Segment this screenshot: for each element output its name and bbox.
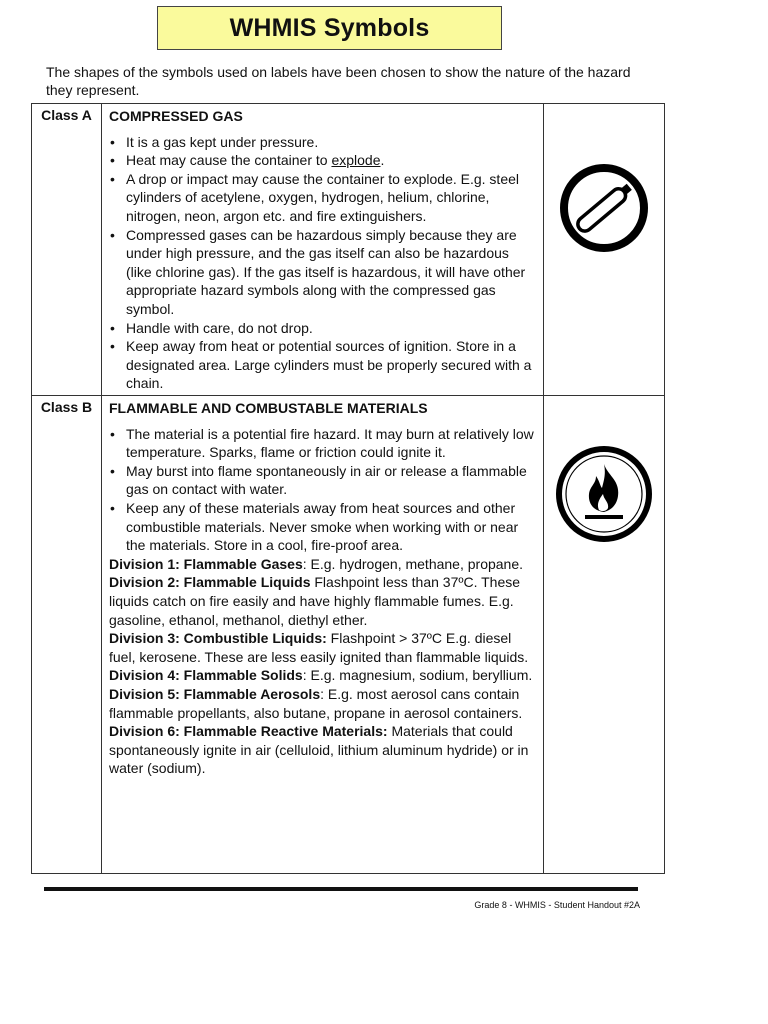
division-name: Division 5: Flammable Aerosols <box>109 685 321 702</box>
class-a-heading: COMPRESSED GAS <box>109 108 243 124</box>
footer-text: Grade 8 - WHMIS - Student Handout #2A <box>474 900 640 910</box>
gas-cylinder-icon <box>558 162 650 254</box>
list-item: • A drop or impact may cause the container to explode. E.g. steel cylinders of acetylene, oxygen, hydrogen, helium, chlorine, nitrogen, neon, argon etc. and fire extinguishers. <box>109 170 537 226</box>
class-b-bullets <box>109 425 537 555</box>
table-row-class-b <box>32 396 665 874</box>
division-4 <box>109 666 537 685</box>
list-item: • May burst into flame spontaneously in air or release a flammable gas on contact with water. <box>109 462 537 499</box>
division-text: Flashpoint less than 37ºC. These liquids catch on fire easily and have highly flammable fumes. E.g. gasoline, ethanol, methanol, diethyl ether. <box>109 574 521 628</box>
division-name: Division 6: Flammable Reactive Materials: <box>109 723 388 740</box>
class-b-content <box>102 396 544 874</box>
page-title: WHMIS Symbols <box>157 6 502 50</box>
underlined-word: explode <box>331 152 381 169</box>
division-name: Division 4: Flammable Solids <box>109 667 303 684</box>
division-5 <box>109 685 537 722</box>
list-item: • It is a gas kept under pressure. <box>109 133 537 152</box>
class-a-symbol-cell <box>544 104 665 396</box>
list-item: • Handle with care, do not drop. <box>109 319 537 338</box>
class-a-bullets <box>109 133 537 393</box>
division-text: : E.g. most aerosol cans contain flammable propellants, also butane, propane in aerosol containers. <box>109 685 523 721</box>
list-item <box>109 151 537 170</box>
intro-text: The shapes of the symbols used on labels have been chosen to show the nature of the hazard they represent. <box>46 64 631 98</box>
division-text: : E.g. hydrogen, methane, propane. <box>302 555 524 572</box>
bullet-text: Heat may cause the container to <box>126 152 332 169</box>
class-b-heading: FLAMMABLE AND COMBUSTABLE MATERIALS <box>109 400 428 416</box>
class-b-symbol-cell <box>544 396 665 874</box>
division-1 <box>109 555 537 574</box>
division-name: Division 2: Flammable Liquids <box>109 574 311 591</box>
division-text: Materials that could spontaneously ignite in air (celluloid, lithium aluminum hydride) or in water (sodium). <box>109 723 529 777</box>
list-item: • Keep any of these materials away from heat sources and other combustible materials. Never smoke when working with or near the materials. Store in a cool, fire-proof area. <box>109 499 537 555</box>
class-a-content <box>102 104 544 396</box>
division-text: Flashpoint > 37ºC E.g. diesel fuel, kerosene. These are less easily ignited than flammable liquids. <box>109 630 529 665</box>
list-item: • The material is a potential fire hazard. It may burn at relatively low temperature. Sparks, flame or friction could ignite it. <box>109 425 537 462</box>
table-row-class-a <box>32 104 665 396</box>
division-name: Division 3: Combustible Liquids: <box>109 630 327 647</box>
division-text: : E.g. magnesium, sodium, beryllium. <box>302 667 533 684</box>
division-3 <box>109 629 537 666</box>
flame-icon <box>554 444 654 544</box>
class-label: Class B <box>32 396 102 874</box>
division-6 <box>109 722 537 778</box>
footer-divider <box>44 887 638 891</box>
whmis-table <box>31 103 665 874</box>
bullet-text-end: . <box>380 152 385 169</box>
list-item: • Keep away from heat or potential sources of ignition. Store in a designated area. Large cylinders must be properly secured with a chain. <box>109 337 537 393</box>
division-2 <box>109 573 537 629</box>
class-label: Class A <box>32 104 102 396</box>
list-item: • Compressed gases can be hazardous simply because they are under high pressure, and the gas itself can also be hazardous (like chlorine gas). If the gas itself is hazardous, it will have other appropriate hazard symbols along with the compressed gas symbol. <box>109 226 537 319</box>
division-name: Division 1: Flammable Gases <box>109 555 303 572</box>
